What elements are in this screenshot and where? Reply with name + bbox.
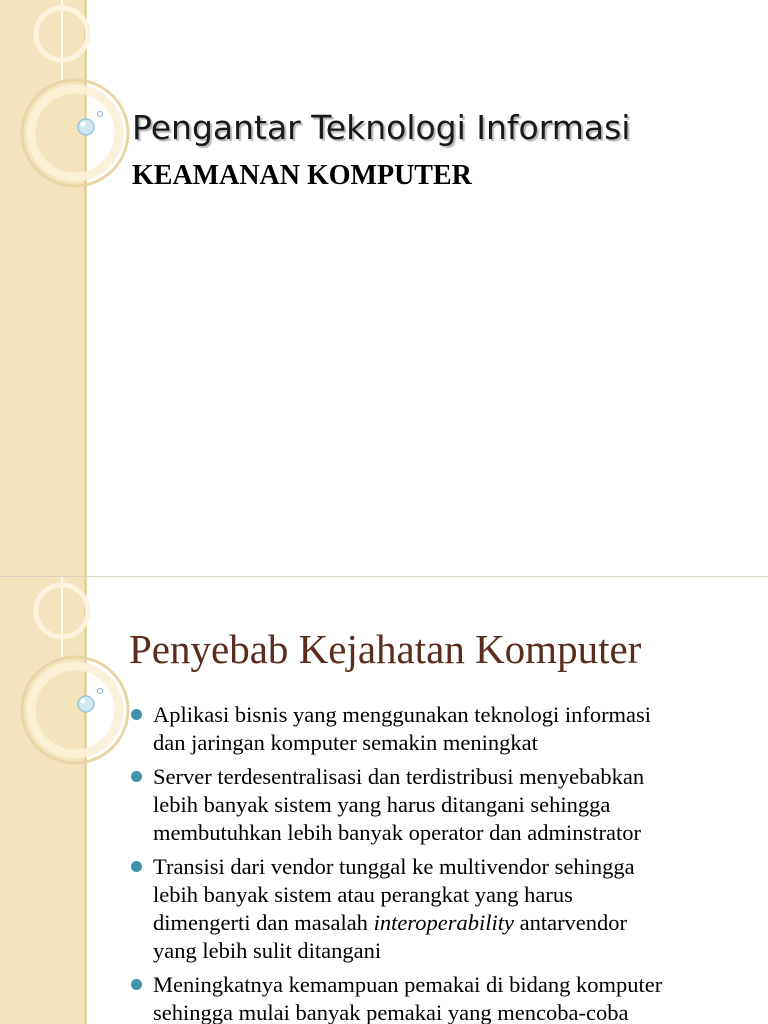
slide-1-subtitle: KEAMANAN KOMPUTER bbox=[132, 160, 472, 191]
text-segment: Transisi dari vendor tunggal ke multivendor sehingga bbox=[153, 854, 635, 879]
text-segment: Meningkatnya kemampuan pemakai di bidang komputer bbox=[153, 972, 663, 997]
bullet-text bbox=[153, 971, 750, 1024]
text-segment: dimengerti dan masalah bbox=[153, 910, 374, 935]
italic-term: interoperability bbox=[373, 910, 514, 935]
bullet-line bbox=[153, 853, 750, 881]
text-segment: antarvendor bbox=[513, 910, 628, 935]
bullet-item bbox=[130, 763, 750, 847]
bullet-line bbox=[153, 881, 750, 909]
bullet-text bbox=[153, 701, 750, 757]
bullet-line bbox=[153, 701, 750, 729]
text-segment: lebih banyak sistem atau perangkat yang harus bbox=[153, 882, 573, 907]
bullet-text bbox=[153, 763, 750, 847]
bullet-line bbox=[153, 999, 750, 1024]
bullet-dot-icon bbox=[131, 771, 142, 782]
text-segment: Server terdesentralisasi dan terdistribusi menyebabkan bbox=[153, 764, 645, 789]
bullet-dot-icon bbox=[131, 861, 142, 872]
bullet-line bbox=[153, 791, 750, 819]
bullet-dot-icon bbox=[131, 979, 142, 990]
bullet-line bbox=[153, 937, 750, 965]
bullet-line bbox=[153, 763, 750, 791]
slide-2 bbox=[0, 577, 768, 1024]
text-segment: sehingga mulai banyak pemakai yang mencoba-coba bbox=[153, 1000, 629, 1024]
bullet-dot-icon bbox=[131, 709, 142, 720]
bullet-text bbox=[153, 853, 750, 965]
text-segment: dan jaringan komputer semakin meningkat bbox=[153, 730, 538, 755]
bullet-line bbox=[153, 909, 750, 937]
bullet-list bbox=[130, 701, 750, 1024]
slide-2-title: Penyebab Kejahatan Komputer bbox=[129, 626, 642, 672]
text-segment: yang lebih sulit ditangani bbox=[153, 938, 382, 963]
bullet-line bbox=[153, 819, 750, 847]
text-segment: lebih banyak sistem yang harus ditangani sehingga bbox=[153, 792, 611, 817]
slide-1-title: Pengantar Teknologi Informasi bbox=[132, 108, 631, 147]
bullet-line bbox=[153, 729, 750, 757]
text-segment: membutuhkan lebih banyak operator dan adminstrator bbox=[153, 820, 641, 845]
bullet-item bbox=[130, 853, 750, 965]
text-segment: Aplikasi bisnis yang menggunakan teknologi informasi bbox=[153, 702, 652, 727]
bullet-line bbox=[153, 971, 750, 999]
bullet-item bbox=[130, 971, 750, 1024]
bullet-item bbox=[130, 701, 750, 757]
